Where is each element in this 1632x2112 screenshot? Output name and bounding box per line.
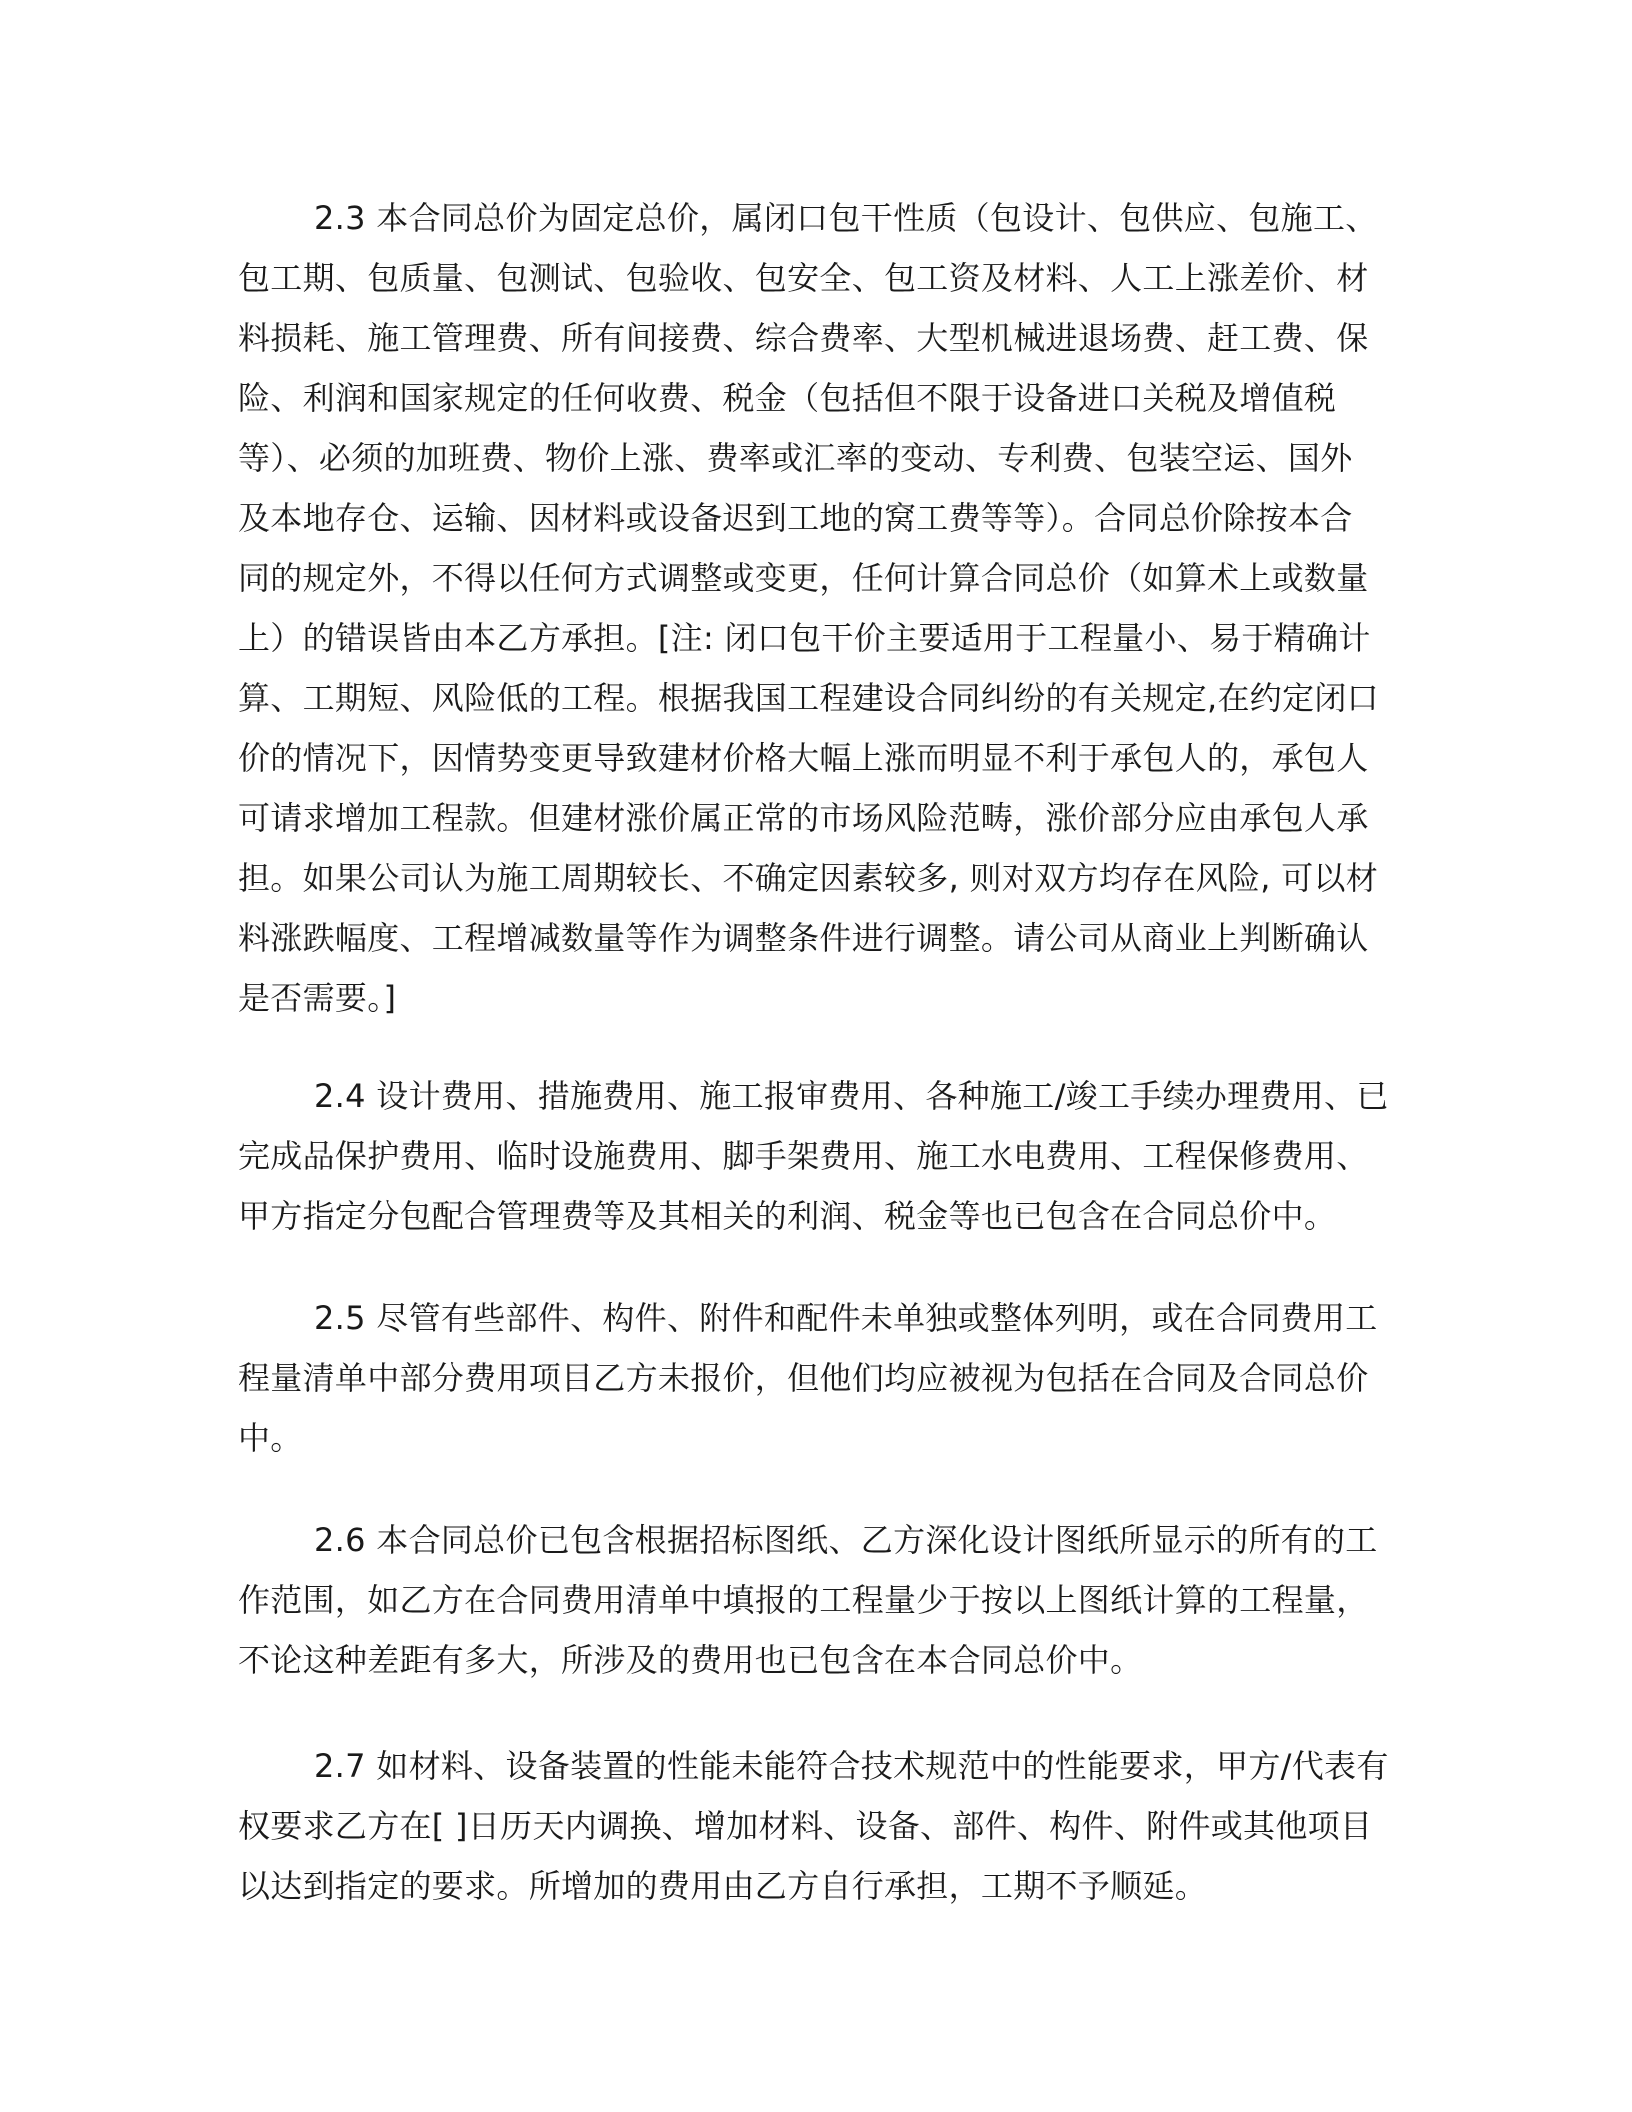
text-line: 可请求增加工程款。但建材涨价属正常的市场风险范畴，涨价部分应由承包人承 (238, 799, 1369, 837)
text-line: 完成品保护费用、临时设施费用、脚手架费用、施工水电费用、工程保修费用、 (238, 1137, 1369, 1175)
text-line: 权要求乙方在[ ]日历天内调换、增加材料、设备、部件、构件、附件或其他项目 (238, 1807, 1373, 1845)
text-line: 等）、必须的加班费、物价上涨、费率或汇率的变动、专利费、包装空运、国外 (238, 439, 1353, 477)
text-line: 中。 (238, 1419, 303, 1457)
clause-2-7 (238, 1736, 1389, 1916)
clause-2-5 (238, 1288, 1378, 1468)
text-line: 算、工期短、风险低的工程。根据我国工程建设合同纠纷的有关规定,在约定闭口 (238, 679, 1379, 717)
text-line: 同的规定外，不得以任何方式调整或变更，任何计算合同总价（如算术上或数量 (238, 559, 1369, 597)
text-line: 甲方指定分包配合管理费等及其相关的利润、税金等也已包含在合同总价中。 (238, 1197, 1337, 1235)
text-line: 以达到指定的要求。所增加的费用由乙方自行承担，工期不予顺延。 (238, 1867, 1208, 1905)
text-line: 是否需要。] (238, 979, 397, 1017)
text-line: 包工期、包质量、包测试、包验收、包安全、包工资及材料、人工上涨差价、材 (238, 259, 1369, 297)
text-line: 料损耗、施工管理费、所有间接费、综合费率、大型机械进退场费、赶工费、保 (238, 319, 1369, 357)
text-line: 2.6 本合同总价已包含根据招标图纸、乙方深化设计图纸所显示的所有的工 (314, 1521, 1378, 1559)
text-line: 料涨跌幅度、工程增减数量等作为调整条件进行调整。请公司从商业上判断确认 (238, 919, 1369, 957)
clause-2-4 (238, 1066, 1389, 1246)
text-line: 上）的错误皆由本乙方承担。[注: 闭口包干价主要适用于工程量小、易于精确计 (238, 619, 1371, 657)
text-line: 不论这种差距有多大，所涉及的费用也已包含在本合同总价中。 (238, 1641, 1143, 1679)
text-line: 2.5 尽管有些部件、构件、附件和配件未单独或整体列明，或在合同费用工 (314, 1299, 1378, 1337)
text-line: 险、利润和国家规定的任何收费、税金（包括但不限于设备进口关税及增值税 (238, 379, 1337, 417)
text-line: 2.3 本合同总价为固定总价，属闭口包干性质（包设计、包供应、包施工、 (314, 199, 1378, 237)
clause-2-6 (238, 1510, 1378, 1690)
clause-2-3 (238, 188, 1378, 1028)
text-line: 作范围，如乙方在合同费用清单中填报的工程量少于按以上图纸计算的工程量， (238, 1581, 1369, 1619)
text-line: 及本地存仓、运输、因材料或设备迟到工地的窝工费等等）。合同总价除按本合 (238, 499, 1353, 537)
text-line: 2.7 如材料、设备装置的性能未能符合技术规范中的性能要求，甲方/代表有 (314, 1747, 1389, 1785)
text-line: 2.4 设计费用、措施费用、施工报审费用、各种施工/竣工手续办理费用、已 (314, 1077, 1389, 1115)
text-line: 价的情况下，因情势变更导致建材价格大幅上涨而明显不利于承包人的，承包人 (238, 739, 1369, 777)
text-line: 程量清单中部分费用项目乙方未报价，但他们均应被视为包括在合同及合同总价 (238, 1359, 1369, 1397)
text-line: 担。如果公司认为施工周期较长、不确定因素较多, 则对双方均存在风险, 可以材 (238, 859, 1379, 897)
